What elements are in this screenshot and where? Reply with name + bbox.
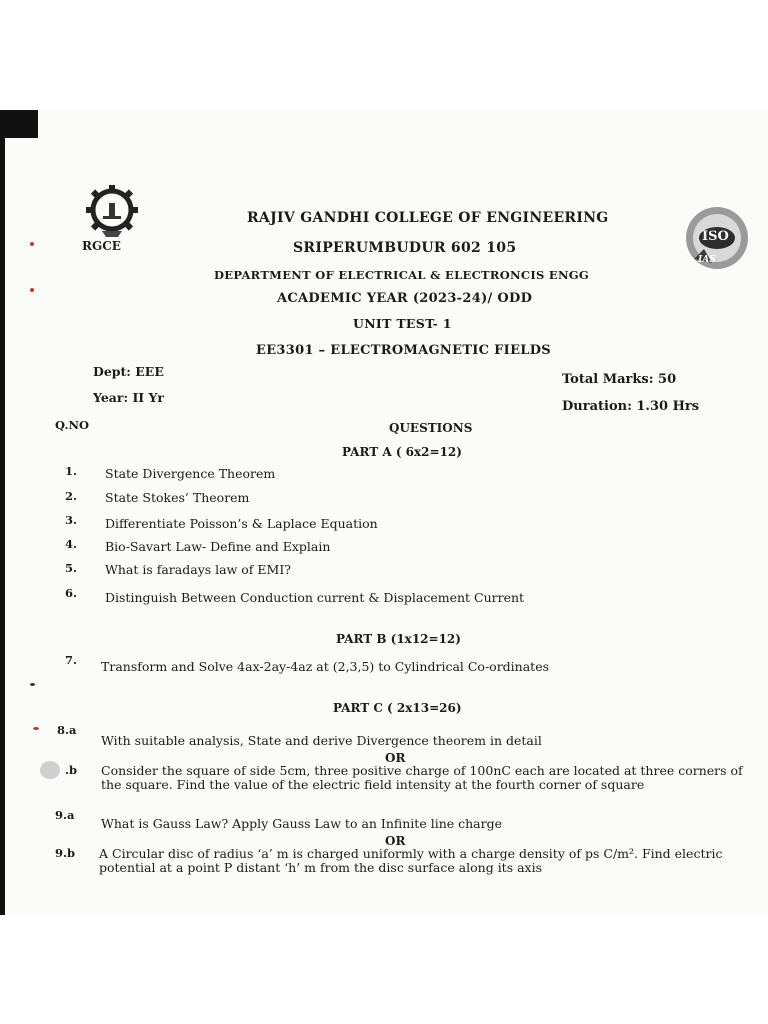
question-text: State Divergence Theorem <box>105 466 276 481</box>
question-text: With suitable analysis, State and derive Divergence theorem in detail <box>101 733 542 748</box>
question-number: 1. <box>65 464 78 478</box>
department-name: DEPARTMENT OF ELECTRICAL & ELECTRONCIS ENGG <box>214 268 590 282</box>
part-c-title: PART C ( 2x13=26) <box>333 701 462 715</box>
question-text: State Stokes’ Theorem <box>105 490 250 505</box>
course-title: EE3301 – ELECTROMAGNETIC FIELDS <box>256 343 551 358</box>
question-number: 4. <box>65 537 78 551</box>
college-location: SRIPERUMBUDUR 602 105 <box>293 240 517 256</box>
question-number: 2. <box>65 489 78 503</box>
college-name: RAJIV GANDHI COLLEGE OF ENGINEERING <box>247 210 609 226</box>
question-text: Transform and Solve 4ax-2ay-4az at (2,3,5) to Cylindrical Co-ordinates <box>101 659 550 674</box>
question-number: 9.b <box>55 846 76 860</box>
question-text: A Circular disc of radius ‘a’ m is charged uniformly with a charge density of ps C/m². Find electric potential at a point P distant ‘h’ m from the disc surface along its axis <box>99 846 723 875</box>
academic-year: ACADEMIC YEAR (2023-24)/ ODD <box>277 291 533 306</box>
question-text: Bio-Savart Law- Define and Explain <box>105 539 331 554</box>
iso-label: ISO <box>702 229 729 244</box>
question-text: What is Gauss Law? Apply Gauss Law to an Infinite line charge <box>101 816 502 831</box>
question-text: Distinguish Between Conduction current & Displacement Current <box>105 590 525 605</box>
part-a-title: PART A ( 6x2=12) <box>342 445 462 459</box>
year-label: Year: II Yr <box>93 390 164 405</box>
ias-label: IAS <box>698 255 716 265</box>
scan-speck <box>30 288 34 292</box>
qno-label: Q.NO <box>55 418 89 432</box>
question-number: 5. <box>65 561 78 575</box>
or-label: OR <box>385 834 406 848</box>
iso-badge <box>682 205 752 275</box>
scan-edge-block <box>0 110 38 138</box>
question-text: What is faradays law of EMI? <box>105 562 291 577</box>
logo-text: RGCE <box>82 239 121 253</box>
question-number: 8.a <box>57 723 77 737</box>
scan-speck <box>33 727 39 730</box>
question-text: Consider the square of side 5cm, three positive charge of 100nC each are located at three corners of the square. Find the value of the electric field intensity at the fourth corner of square <box>101 763 743 792</box>
total-marks: Total Marks: 50 <box>562 372 677 387</box>
test-title: UNIT TEST- 1 <box>353 316 452 331</box>
part-b-title: PART B (1x12=12) <box>336 632 461 646</box>
question-number: 6. <box>65 586 78 600</box>
duration: Duration: 1.30 Hrs <box>562 399 700 414</box>
question-number: 9.a <box>55 808 75 822</box>
dept-label: Dept: EEE <box>93 364 164 379</box>
question-number: 7. <box>65 653 78 667</box>
scan-speck <box>30 683 35 686</box>
gear-icon <box>80 183 144 239</box>
question-number: .b <box>65 763 78 777</box>
scan-edge-line <box>0 138 5 915</box>
or-label: OR <box>385 751 406 765</box>
question-text: Differentiate Poisson’s & Laplace Equation <box>105 516 378 531</box>
question-number: 3. <box>65 513 78 527</box>
scan-speck <box>30 242 34 246</box>
punch-hole-mark <box>40 761 60 779</box>
college-logo <box>80 183 144 253</box>
questions-label: QUESTIONS <box>389 421 473 435</box>
